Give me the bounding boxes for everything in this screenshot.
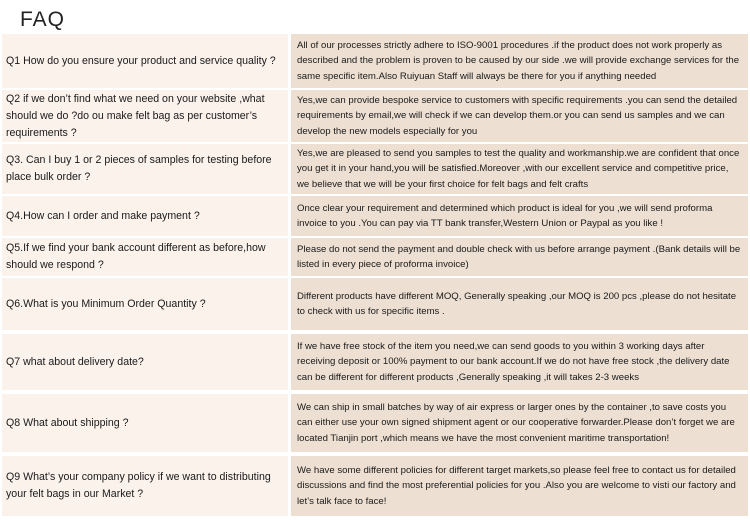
faq-row (0, 196, 750, 236)
faq-question: Q4.How can I order and make payment ? (2, 196, 288, 236)
faq-question: Q2 if we don’t find what we need on your website ,what should we do ?do ou make felt bag as per customer’s requirements ? (2, 90, 288, 142)
faq-answer: We can ship in small batches by way of air express or larger ones by the container ,to save costs you can either use your own signed shipment agent or our cooperative forwarder.Please don’t forget we are located Tianjin port ,which means we have the most convenient maritime transportation! (291, 394, 748, 452)
faq-answer: Please do not send the payment and double check with us before arrange payment .(Bank details will be listed in every piece of proforma invoice) (291, 238, 748, 276)
faq-answer: If we have free stock of the item you need,we can send goods to you within 3 working days after receiving deposit or 100% payment to our bank account.If we do not have free stock ,the delivery date can be different for different products ,Generally speaking ,it will takes 2-3 weeks (291, 334, 748, 390)
faq-row (0, 394, 750, 452)
faq-row (0, 90, 750, 142)
faq-question: Q9 What’s your company policy if we want to distributing your felt bags in our Market ? (2, 456, 288, 516)
faq-row (0, 144, 750, 194)
faq-question: Q3. Can I buy 1 or 2 pieces of samples for testing before place bulk order ? (2, 144, 288, 194)
faq-answer: We have some different policies for different target markets,so please feel free to contact us for detailed discussions and find the most preferential policies for you .Also you are welcome to visti our factory and let’s talk face to face! (291, 456, 748, 516)
faq-question: Q7 what about delivery date? (2, 334, 288, 390)
faq-question: Q1 How do you ensure your product and service quality ? (2, 34, 288, 88)
faq-answer: Yes,we are pleased to send you samples to test the quality and workmanship.we are confident that once you get it in your hand,you will be satisfied.Moreover ,with our excellent service and competitive price, we believe that we will be your first choice for felt bags and felt crafts (291, 144, 748, 194)
faq-question: Q6.What is you Minimum Order Quantity ? (2, 278, 288, 330)
faq-row (0, 278, 750, 330)
faq-title: FAQ (20, 8, 66, 31)
faq-question: Q8 What about shipping ? (2, 394, 288, 452)
faq-answer: All of our processes strictly adhere to ISO-9001 procedures .if the product does not work properly as described and the problem is proven to be caused by our side .we will provide exchange services for the same specific item.Also Ruiyuan Staff will always be there for you if anything needed (291, 34, 748, 88)
faq-answer: Yes,we can provide bespoke service to customers with specific requirements .you can send the detailed requirements by email,we will check if we can develop them.or you can send us samples and we can develop the new models especially for you (291, 90, 748, 142)
faq-row (0, 238, 750, 276)
faq-answer: Once clear your requirement and determined which product is ideal for you ,we will send proforma invoice to you .You can pay via TT bank transfer,Western Union or Paypal as you like ! (291, 196, 748, 236)
faq-question: Q5.If we find your bank account different as before,how should we respond ? (2, 238, 288, 276)
faq-row (0, 456, 750, 516)
faq-row (0, 34, 750, 88)
faq-answer: Different products have different MOQ, Generally speaking ,our MOQ is 200 pcs ,please do not hesitate to check with us for specific items . (291, 278, 748, 330)
faq-row (0, 334, 750, 390)
